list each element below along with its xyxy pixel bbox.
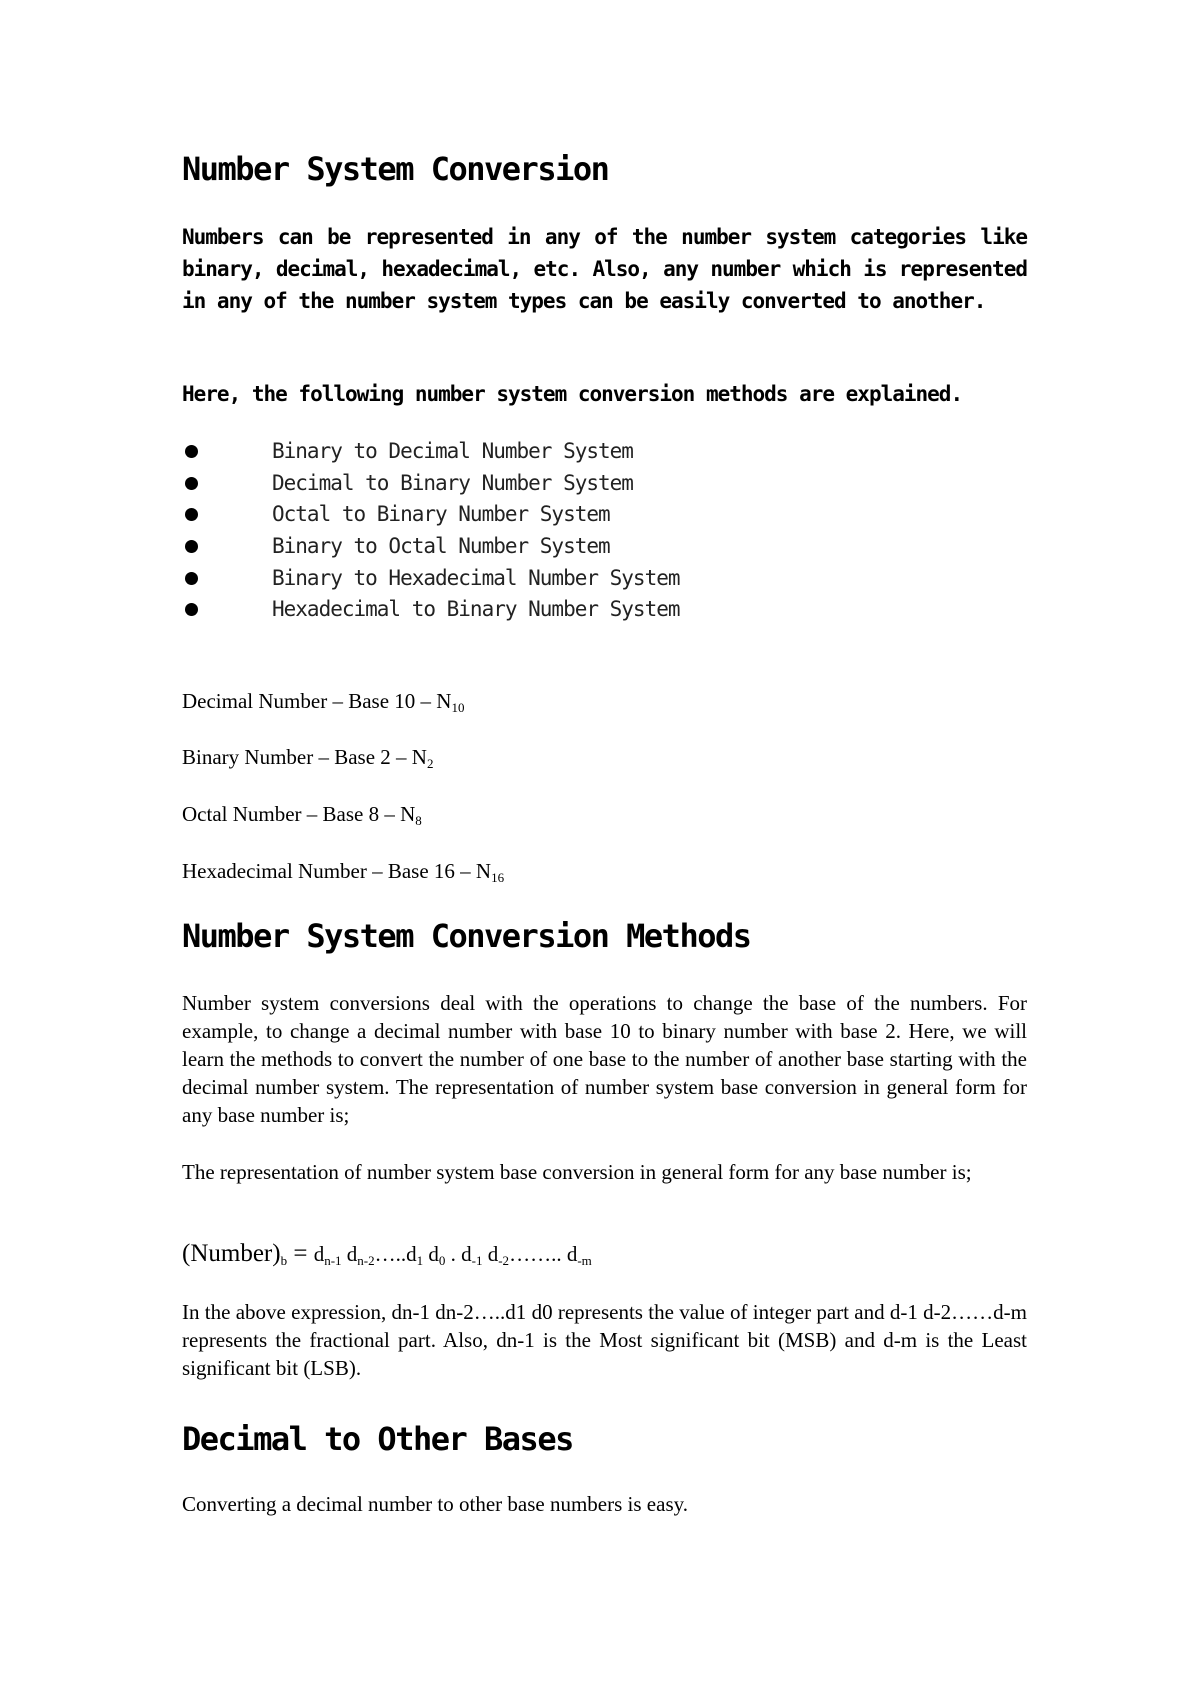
base-subscript: 2 — [426, 756, 434, 771]
base-decimal — [182, 687, 464, 715]
formula-subscript: -1 — [471, 1253, 483, 1268]
formula-digit: . d — [445, 1242, 472, 1266]
bullet-icon — [185, 477, 198, 490]
base-subscript: 8 — [415, 813, 422, 828]
expression-paragraph: In the above expression, dn-1 dn-2…..d1 d0 represents the value of integer part and d-1 d-2……d-m represents the fractional part. Also, dn-1 is the Most significant bit (MSB) and d-m is the Least significant bit (LSB). — [182, 1300, 1027, 1380]
formula-lhs: (Number) — [182, 1240, 281, 1267]
general-form-formula — [182, 1240, 592, 1268]
list-item-text: Binary to Decimal Number System — [272, 439, 633, 463]
formula-subscript: b — [280, 1253, 288, 1268]
bullet-icon — [185, 445, 198, 458]
base-hexadecimal — [182, 857, 504, 885]
bullet-icon — [185, 603, 198, 616]
base-subscript: 10 — [451, 700, 465, 715]
list-item-text: Binary to Octal Number System — [272, 534, 610, 559]
base-octal — [182, 800, 422, 828]
list-item-text: Hexadecimal to Binary Number System — [272, 597, 680, 622]
formula-subscript: n-1 — [324, 1253, 342, 1268]
base-label: Binary Number – Base 2 – N — [182, 745, 427, 769]
base-label: Decimal Number – Base 10 – N — [182, 689, 452, 713]
representation-paragraph: The representation of number system base conversion in general form for any base number is; — [182, 1160, 972, 1184]
final-paragraph: Converting a decimal number to other base numbers is easy. — [182, 1492, 688, 1516]
base-binary — [182, 743, 433, 771]
formula-digit: d — [313, 1242, 325, 1266]
formula-digit: d — [341, 1242, 358, 1266]
intro-paragraph: Numbers can be represented in any of the number system categories like binary, decimal, hexadecimal, etc. Also, any number which is represented in any of the number system types can be easily converted to another. — [182, 225, 1027, 313]
formula-equals: = — [287, 1240, 314, 1267]
methods-intro: Here, the following number system conversion methods are explained. — [182, 382, 963, 406]
formula-subscript: 1 — [416, 1253, 424, 1268]
list-item-text: Octal to Binary Number System — [272, 502, 610, 527]
formula-digit: d — [423, 1242, 439, 1266]
list-item-text: Binary to Hexadecimal Number System — [272, 565, 680, 590]
page-title: Number System Conversion — [182, 150, 609, 188]
bullet-icon — [185, 540, 198, 553]
formula-subscript: -m — [577, 1253, 592, 1268]
bullet-icon — [185, 508, 198, 521]
formula-digit: …..d — [374, 1242, 417, 1266]
list-item-text: Decimal to Binary Number System — [272, 470, 633, 495]
base-label: Hexadecimal Number – Base 16 – N — [182, 859, 492, 883]
methods-paragraph: Number system conversions deal with the operations to change the base of the numbers. For example, to change a decimal number with base 10 to binary number with base 2. Here, we will learn the methods to convert the number of one base to the number of another base starting with the decimal number system. The representation of number system base conversion in general form for any base number is; — [182, 991, 1027, 1127]
base-subscript: 16 — [491, 870, 505, 885]
document-page — [182, 0, 1027, 1696]
formula-subscript: n-2 — [357, 1253, 375, 1268]
formula-subscript: -2 — [498, 1253, 510, 1268]
bullet-icon — [185, 572, 198, 585]
formula-subscript: 0 — [438, 1253, 446, 1268]
formula-digit: d — [482, 1242, 499, 1266]
base-label: Octal Number – Base 8 – N — [182, 802, 416, 826]
section-heading-decimal: Decimal to Other Bases — [182, 1420, 573, 1458]
section-heading-methods: Number System Conversion Methods — [182, 917, 751, 955]
formula-digit: …….. d — [509, 1242, 578, 1266]
